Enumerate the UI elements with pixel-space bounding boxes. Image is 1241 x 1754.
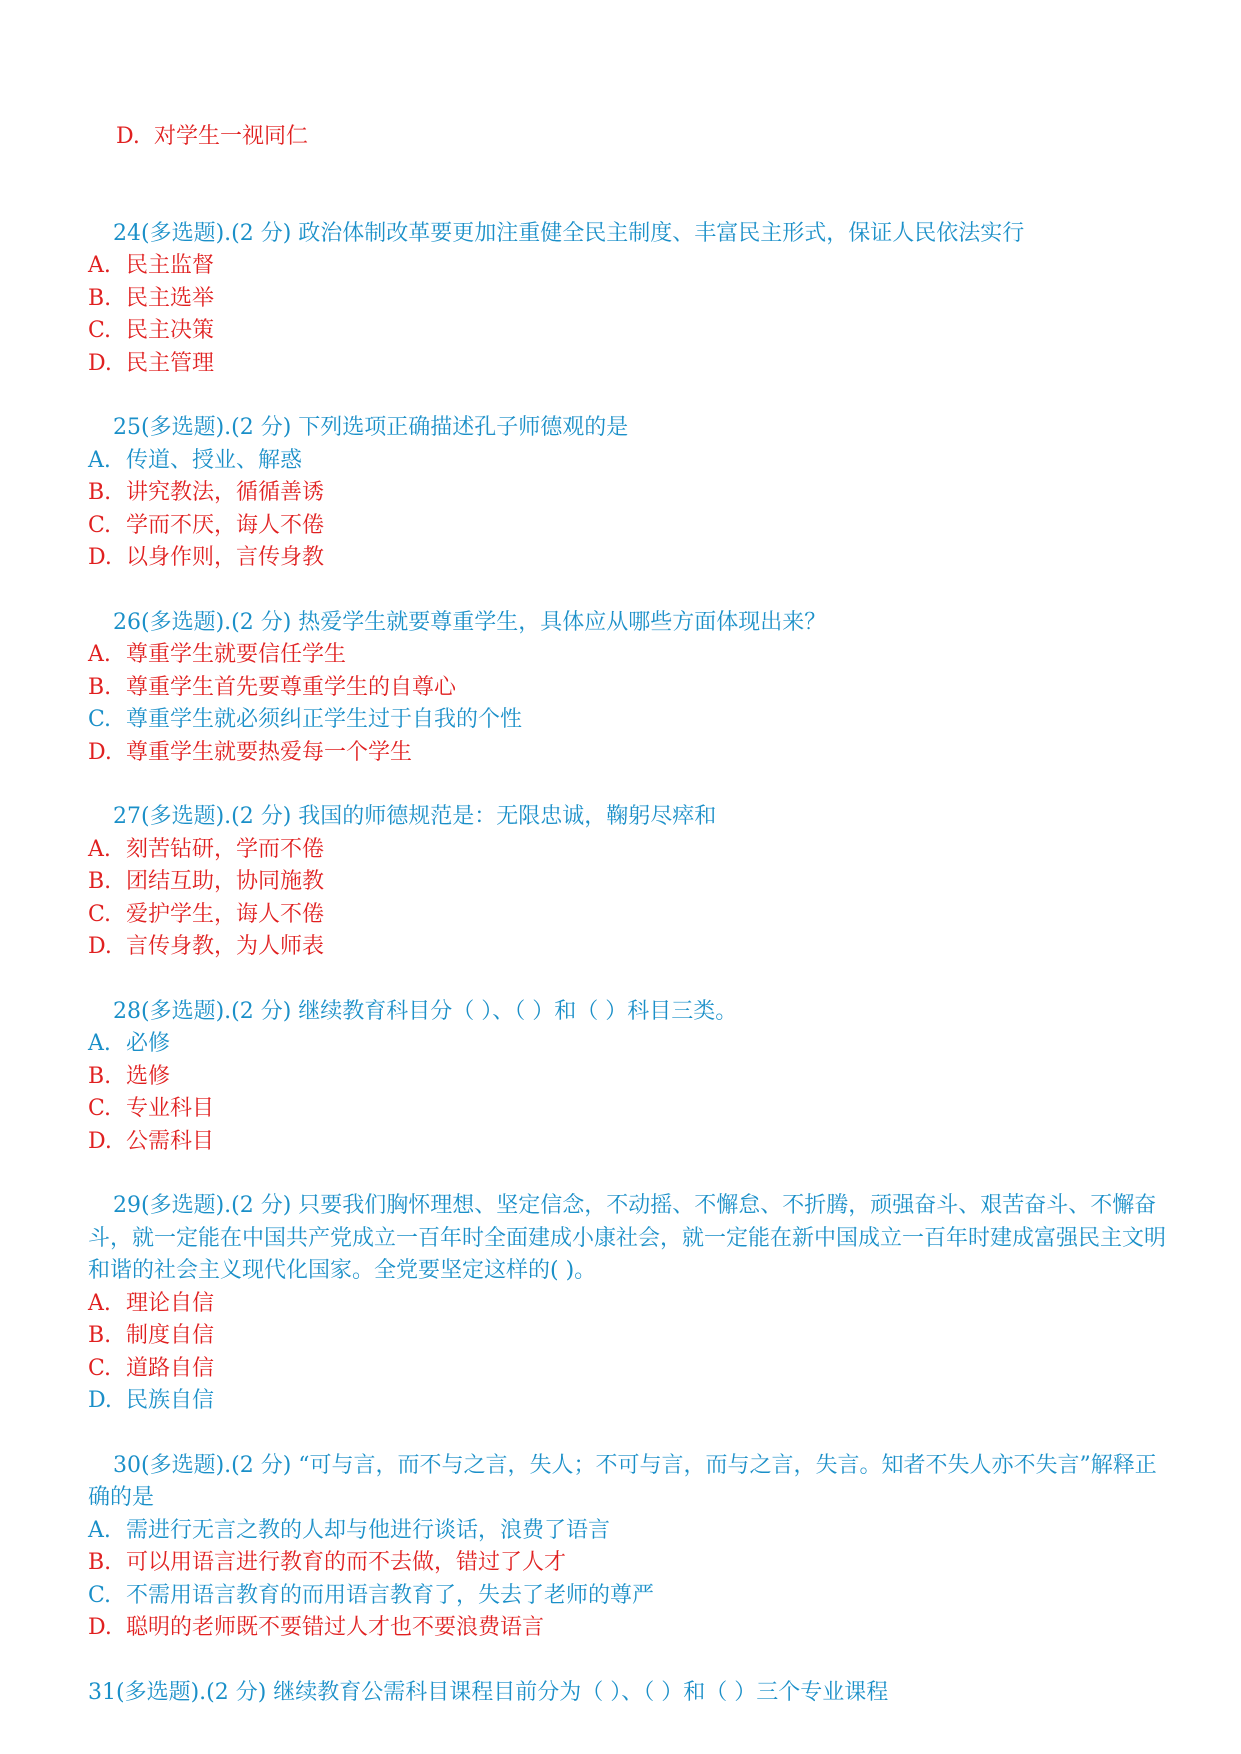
option-text: 尊重学生就要热爱每一个学生	[126, 739, 413, 765]
option-text: 爱护学生，诲人不倦	[126, 901, 325, 927]
option-letter: D.	[88, 1388, 112, 1413]
option-text: 选修	[126, 1063, 171, 1089]
option-text: 制度自信	[126, 1323, 215, 1348]
option-d	[88, 1612, 1168, 1645]
option-text: 对学生一视同仁	[153, 123, 308, 149]
question-stem: 26(多选题).(2 分) 热爱学生就要尊重学生，具体应从哪些方面体现出来？	[113, 609, 827, 635]
option-letter: B.	[88, 285, 112, 311]
option-text: 民主管理	[126, 350, 215, 376]
option-text: 需进行无言之教的人却与他进行谈话，浪费了语言	[126, 1517, 611, 1543]
option-text: 尊重学生首先要尊重学生的自尊心	[126, 674, 457, 700]
option-c	[88, 899, 1168, 932]
option-text: 讲究教法，循循善诱	[126, 480, 325, 505]
option-d	[88, 1385, 1168, 1418]
option-text: 民族自信	[126, 1388, 215, 1413]
option-letter: C.	[88, 1096, 112, 1121]
option-letter: B.	[88, 480, 112, 505]
option-d	[88, 1126, 1168, 1159]
option-letter: B.	[88, 1550, 112, 1575]
question-28	[88, 996, 1168, 1159]
option-text: 学而不厌，诲人不倦	[126, 512, 325, 538]
option-letter: C.	[88, 318, 112, 343]
option-a	[88, 445, 1168, 478]
option-text: 尊重学生就必须纠正学生过于自我的个性	[126, 707, 523, 732]
option-c	[88, 510, 1168, 543]
option-letter: A.	[88, 253, 111, 278]
option-c	[88, 704, 1168, 737]
question-stem: 24(多选题).(2 分) 政治体制改革要更加注重健全民主制度、丰富民主形式，保证人民依法实行	[113, 220, 1025, 246]
option-letter: D.	[88, 934, 112, 959]
option-d	[88, 542, 1168, 575]
option-a	[88, 1288, 1168, 1321]
option-text: 传道、授业、解惑	[126, 447, 303, 473]
option-a	[88, 639, 1168, 672]
option-d	[88, 348, 1168, 381]
option-letter: C.	[88, 1355, 112, 1381]
question-26	[88, 607, 1168, 770]
option-a	[88, 1515, 1168, 1548]
question-stem: 29(多选题).(2 分) 只要我们胸怀理想、坚定信念，不动摇、不懈怠、不折腾，顽强奋斗、艰苦奋斗、不懈奋斗，就一定能在中国共产党成立一百年时全面建成小康社会，就一定能在新中国成立一百年时建成富强民主文明和谐的社会主义现代化国家。全党要坚定这样的( )。	[88, 1193, 1167, 1283]
option-letter: C.	[88, 1582, 112, 1608]
option-letter: A.	[88, 447, 111, 473]
option-a	[88, 1028, 1168, 1061]
question-stem: 28(多选题).(2 分) 继续教育科目分（ ）、（ ）和（ ）科目三类。	[113, 998, 738, 1024]
document-page	[88, 88, 1168, 1709]
option-c	[88, 1093, 1168, 1126]
option-c	[88, 1353, 1168, 1386]
option-text: 公需科目	[126, 1128, 215, 1154]
option-b	[88, 1320, 1168, 1353]
option-letter: A.	[88, 1031, 111, 1056]
option-text: 民主选举	[126, 285, 215, 311]
option-letter: B.	[88, 869, 112, 894]
option-b	[88, 1061, 1168, 1094]
option-text: 刻苦钻研，学而不倦	[126, 836, 325, 862]
option-text: 以身作则，言传身教	[126, 545, 325, 570]
option-text: 聪明的老师既不要错过人才也不要浪费语言	[126, 1615, 545, 1640]
option-letter: B.	[88, 674, 112, 700]
question-23-option-d	[88, 88, 1168, 186]
question-29	[88, 1190, 1168, 1418]
option-text: 团结互助，协同施教	[126, 869, 325, 894]
option-text: 民主监督	[126, 253, 215, 278]
option-letter: A.	[88, 642, 111, 667]
option-letter: D.	[88, 739, 112, 765]
option-letter: A.	[88, 1517, 111, 1543]
question-stem: 30(多选题).(2 分) “可与言，而不与之言，失人；不可与言，而与之言，失言。知者不失人亦不失言”解释正确的是	[88, 1452, 1157, 1510]
question-30	[88, 1450, 1168, 1645]
option-letter: B.	[88, 1323, 112, 1348]
option-text: 专业科目	[126, 1096, 215, 1121]
option-letter: B.	[88, 1063, 112, 1089]
option-text: 理论自信	[126, 1290, 215, 1316]
option-letter: C.	[88, 512, 112, 538]
question-stem: 31(多选题).(2 分) 继续教育公需科目课程目前分为（ ）、（ ）和（ ）三个专业课程	[88, 1679, 889, 1705]
option-d	[88, 737, 1168, 770]
option-letter: A.	[88, 836, 111, 862]
option-text: 必修	[126, 1031, 171, 1056]
question-stem: 27(多选题).(2 分) 我国的师德规范是：无限忠诚，鞠躬尽瘁和	[113, 804, 717, 829]
option-b	[88, 866, 1168, 899]
question-list	[88, 218, 1168, 1645]
option-letter: C.	[88, 901, 112, 927]
option-letter: D.	[88, 545, 112, 570]
option-letter: C.	[88, 707, 112, 732]
option-letter: A.	[88, 1290, 111, 1316]
question-27	[88, 801, 1168, 964]
option-text: 道路自信	[126, 1355, 215, 1381]
option-b	[88, 1547, 1168, 1580]
question-stem: 25(多选题).(2 分) 下列选项正确描述孔子师德观的是	[113, 415, 629, 440]
question-24	[88, 218, 1168, 381]
question-25	[88, 412, 1168, 575]
option-text: 可以用语言进行教育的而不去做，错过了人才	[126, 1550, 567, 1575]
option-b	[88, 477, 1168, 510]
option-letter: D.	[115, 123, 140, 149]
option-text: 不需用语言教育的而用语言教育了，失去了老师的尊严	[126, 1582, 655, 1608]
option-text: 言传身教，为人师表	[126, 934, 325, 959]
option-c	[88, 315, 1168, 348]
option-text: 民主决策	[126, 318, 215, 343]
option-b	[88, 283, 1168, 316]
question-31	[88, 1677, 1168, 1710]
option-letter: D.	[88, 350, 112, 376]
option-letter: D.	[88, 1615, 112, 1640]
option-b	[88, 672, 1168, 705]
option-text: 尊重学生就要信任学生	[126, 642, 347, 667]
option-c	[88, 1580, 1168, 1613]
option-letter: D.	[88, 1128, 112, 1154]
option-d	[88, 931, 1168, 964]
option-a	[88, 834, 1168, 867]
option-a	[88, 250, 1168, 283]
